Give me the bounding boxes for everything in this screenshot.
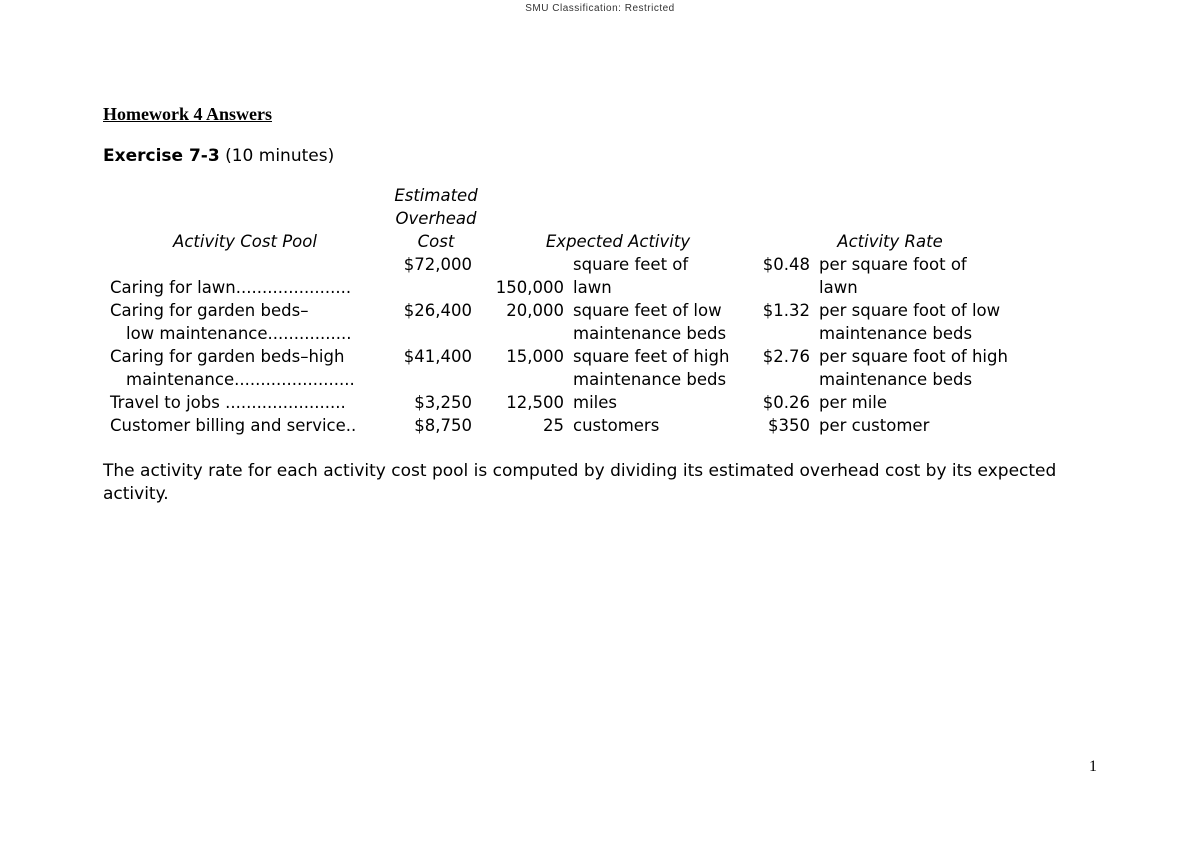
pool-line-1: Customer billing and service..	[110, 416, 357, 435]
activity-rate-text	[819, 345, 1059, 391]
estimated-overhead-cost: $3,250	[414, 393, 472, 412]
header-estimated-overhead-cost	[388, 184, 484, 253]
pool-line-1: Travel to jobs .......................	[110, 393, 346, 412]
header-cost-line-1: Estimated	[394, 186, 478, 205]
exercise-time: (10 minutes)	[225, 146, 335, 166]
expected-activity-unit: lawn	[573, 278, 612, 297]
pool-line-1: Caring for garden beds–high	[110, 347, 345, 366]
activity-cost-pool	[110, 391, 380, 414]
header-cost-line-2: Overhead	[395, 209, 477, 228]
activity-cost-pool	[110, 345, 380, 391]
rate-line-1: per square foot of high	[819, 347, 1008, 366]
rate-line-2: maintenance beds	[819, 370, 973, 389]
rate-line-2: maintenance beds	[819, 324, 973, 343]
activity-rate-text: per customer	[819, 416, 930, 435]
expected-activity-unit	[573, 345, 753, 391]
rate-line-2: lawn	[819, 278, 858, 297]
expected-activity-quantity: 12,500	[506, 393, 564, 412]
estimated-overhead-cost: $8,750	[414, 416, 472, 435]
unit-line-2: maintenance beds	[573, 324, 727, 343]
exercise-heading	[103, 146, 334, 166]
rate-line-1: per square foot of	[819, 255, 967, 274]
activity-rate-text	[819, 299, 1059, 345]
activity-rate-value: $1.32	[762, 301, 810, 320]
header-cost-line-3: Cost	[417, 232, 455, 251]
unit-line-1: square feet of low	[573, 301, 722, 320]
activity-cost-pool	[110, 299, 380, 345]
estimated-overhead-cost: $72,000	[403, 255, 472, 274]
pool-line-2: maintenance.......................	[126, 370, 355, 389]
expected-activity-unit: customers	[573, 416, 660, 435]
exercise-number: Exercise 7-3	[103, 146, 220, 166]
header-activity-cost-pool: Activity Cost Pool	[173, 232, 317, 251]
activity-rate-text	[819, 253, 1059, 299]
pool-line-1: Caring for lawn......................	[110, 278, 352, 297]
pool-line-2: low maintenance................	[126, 324, 352, 343]
expected-activity-quantity: 15,000	[506, 347, 564, 366]
activity-rate-text: per mile	[819, 393, 888, 412]
pool-line-1: Caring for garden beds–	[110, 301, 309, 320]
expected-activity-quantity: 25	[543, 416, 564, 435]
activity-rate-value: $0.26	[762, 393, 810, 412]
header-expected-activity: Expected Activity	[545, 232, 691, 251]
expected-activity-quantity: 150,000	[495, 278, 564, 297]
expected-activity-unit	[573, 299, 753, 345]
header-activity-rate: Activity Rate	[837, 232, 943, 251]
estimated-overhead-cost: $26,400	[403, 301, 472, 320]
classification-label: SMU Classification: Restricted	[525, 3, 675, 14]
expected-activity-unit: miles	[573, 393, 617, 412]
activity-rate-value: $2.76	[762, 347, 810, 366]
homework-title: Homework 4 Answers	[103, 104, 272, 124]
expected-activity-quantity: 20,000	[506, 301, 564, 320]
explanation-paragraph: The activity rate for each activity cost pool is computed by dividing its estimated overhead cost by its expected activity.	[103, 461, 1057, 504]
activity-rate-value: $0.48	[762, 255, 810, 274]
activity-cost-pool	[110, 276, 380, 299]
estimated-overhead-cost: $41,400	[403, 347, 472, 366]
rate-line-1: per square foot of low	[819, 301, 1001, 320]
activity-cost-pool	[110, 414, 380, 437]
expected-activity-unit-pre: square feet of	[573, 255, 689, 274]
page-number: 1	[1089, 758, 1097, 775]
unit-line-1: square feet of high	[573, 347, 730, 366]
unit-line-2: maintenance beds	[573, 370, 727, 389]
activity-rate-value: $350	[768, 416, 810, 435]
